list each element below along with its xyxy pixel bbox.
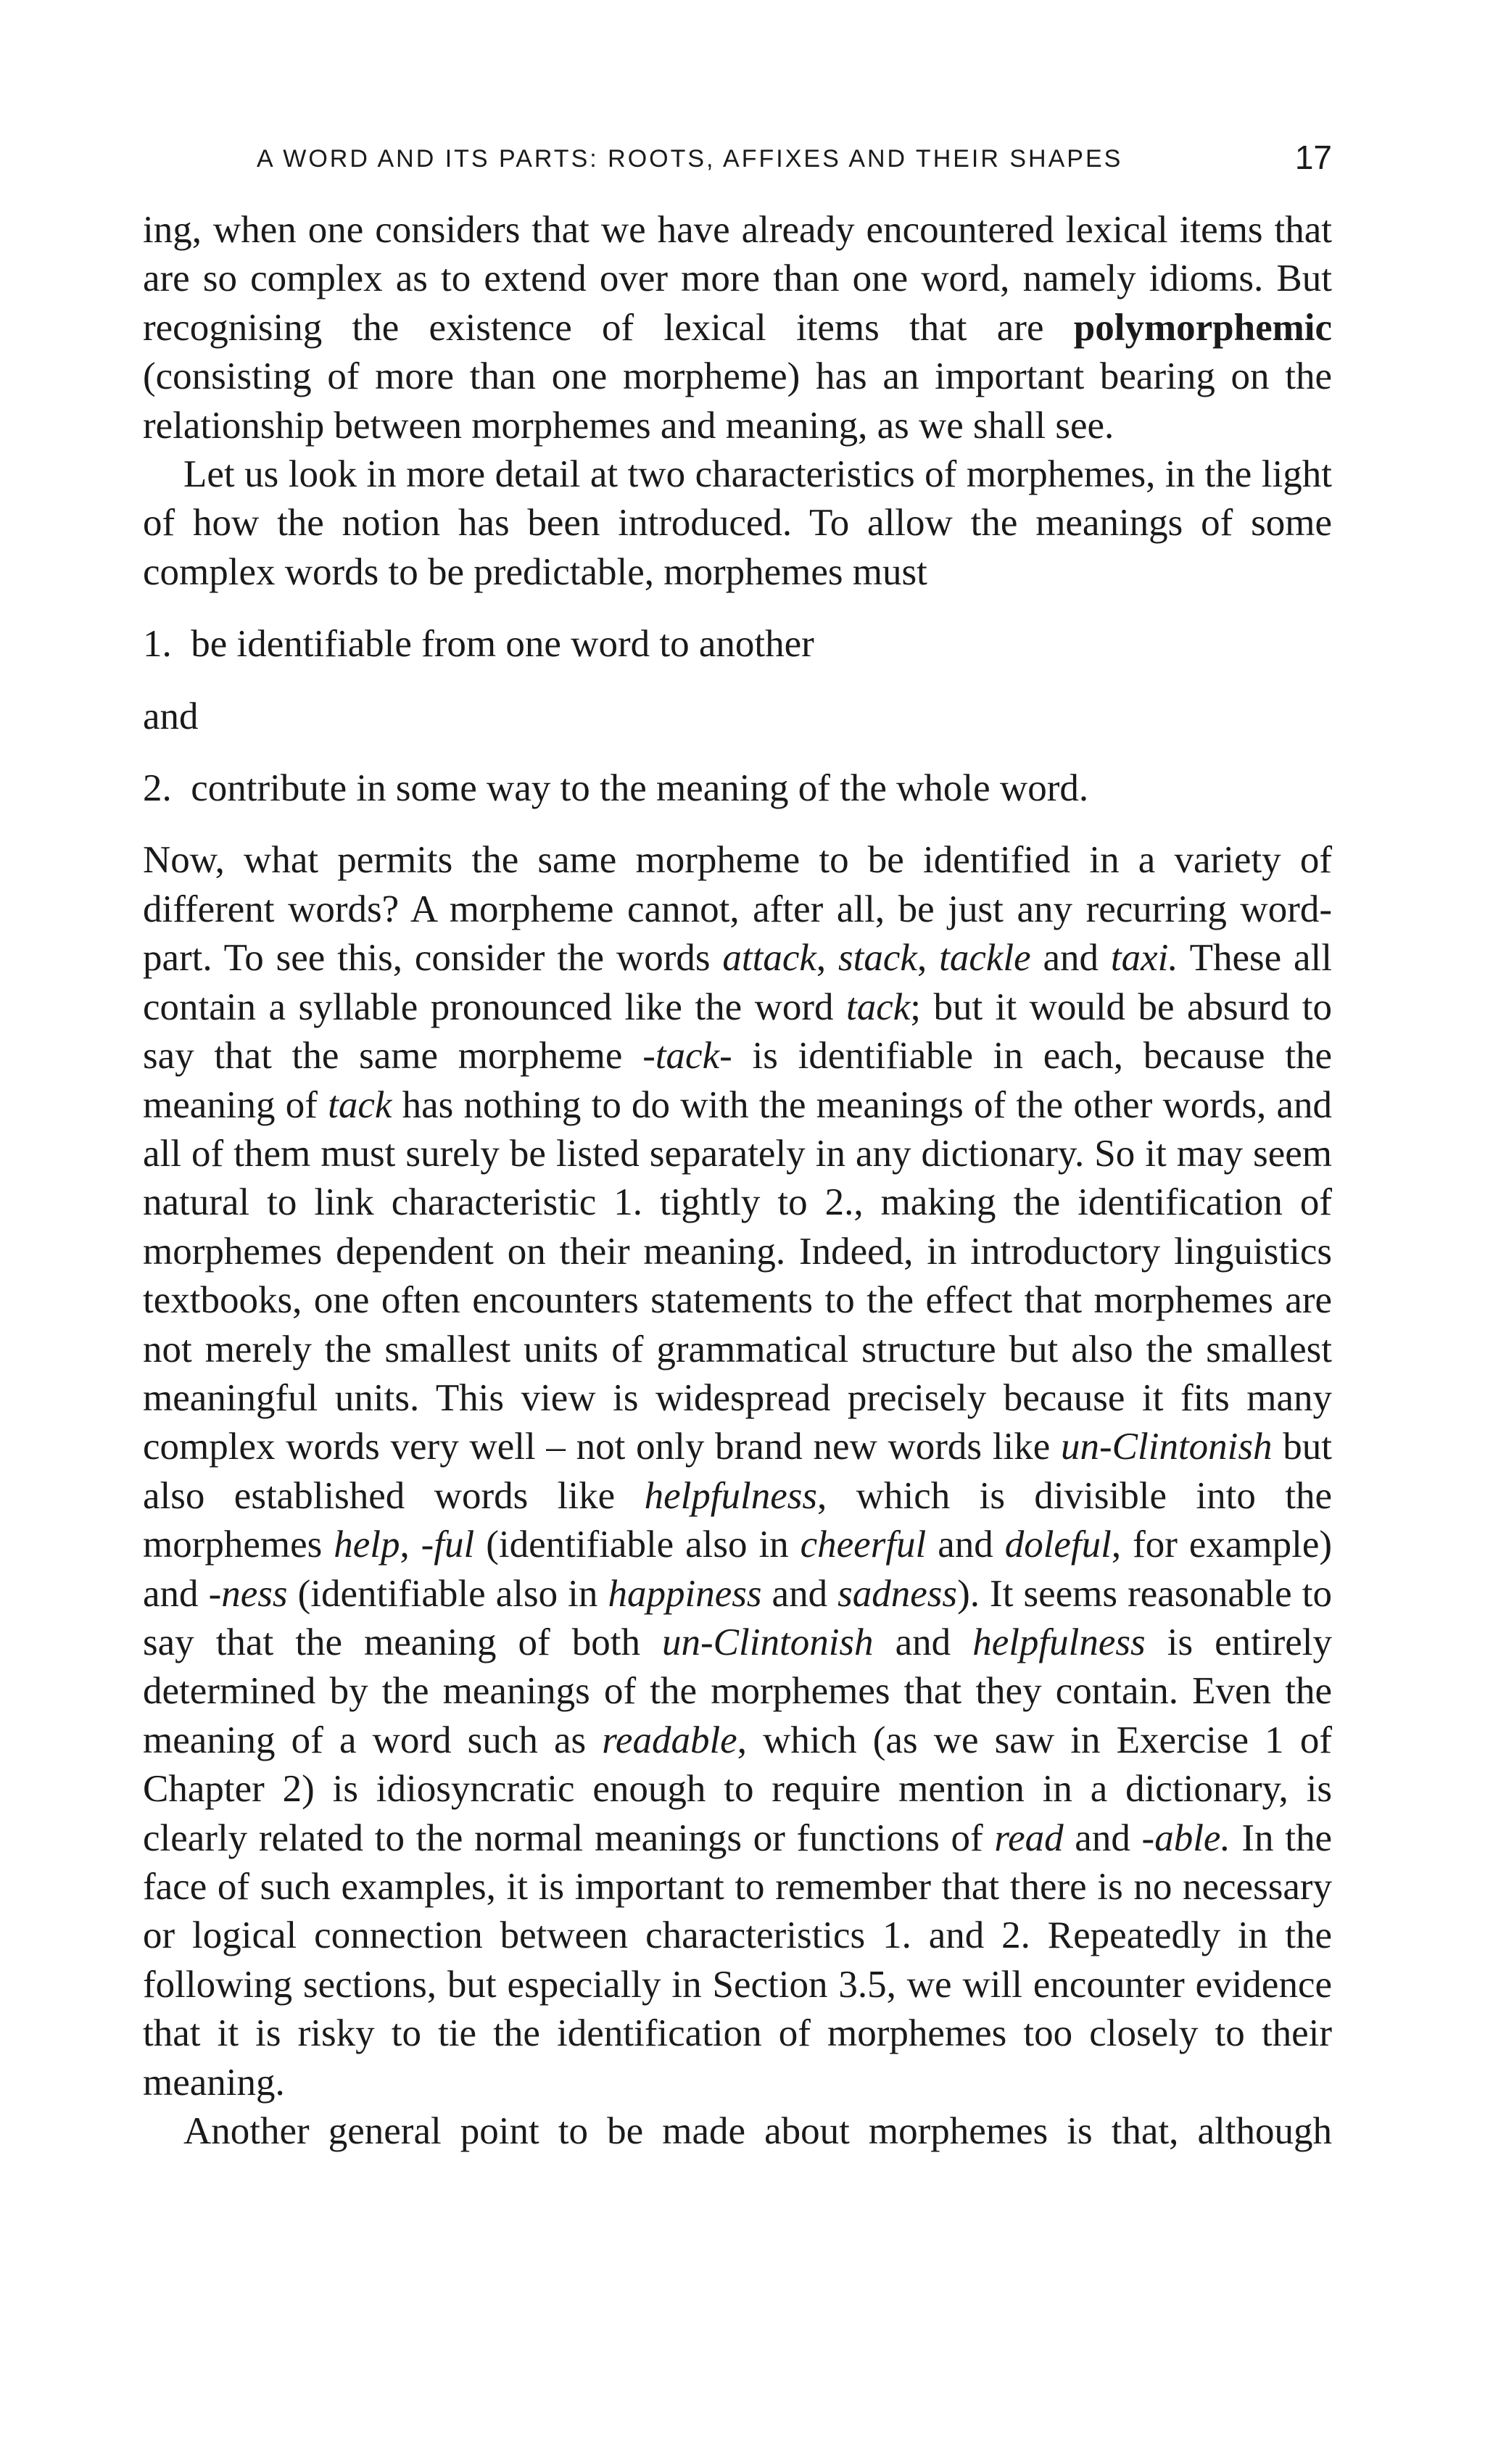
example-word: help [334,1524,400,1566]
example-word: taxi. [1110,937,1178,980]
paragraph-2: Let us look in more detail at two characteristics of morphemes, in the light of how the notion has been introduced. To allow the meanings of some complex words to be predictable, morphemes must [143,453,1332,593]
example-word: readable [602,1719,737,1761]
running-head-title: A WORD AND ITS PARTS: ROOTS, AFFIXES AND THEIR SHAPES [257,145,1123,173]
paragraph-1: ing, when one considers that we have already encountered lexical items that are so complex as to extend over more than one word, namely idioms. But recognising the existence of lexical items that are polymorphemic (consisting of more than one morpheme) has an important bearing on the relationship between morphemes and meaning, as we shall see. [143,209,1332,447]
example-word: -ful [421,1524,475,1566]
list-connector: and [143,695,199,737]
example-word: cheerful [800,1524,927,1566]
example-word: read [994,1816,1064,1859]
paragraph-3: Now, what permits the same morpheme to be identified in a variety of different words? A morpheme cannot, after all, be just any recurring word-part. To see this, consider the words attack, stack, tackle and taxi. These all contain a syllable pronounced like the word tack; but it would be absurd to say that the same morpheme -tack- is identifiable in each, because the meaning of tack has nothing to do with the meanings of the other words, and all of them must surely be listed separately in any dictionary. So it may seem natural to link characteristic 1. tightly to 2., making the identification of morphemes dependent on their meaning. Indeed, in introductory linguistics textbooks, one often encounters statements to the effect that morphemes are not merely the smallest units of grammatical structure but also the smallest meaningful units. This view is widespread precisely because it fits many complex words very well – not only brand new words like un-Clintonish but also established words like helpfulness, which is divisible into the morphemes help, -ful (identifiable also in cheerful and doleful, for example) and -ness (identifiable also in happiness and sadness). It seems reasonable to say that the meaning of both un-Clintonish and helpfulness is entirely determined by the meanings of the morphemes that they contain. Even the meaning of a word such as readable, which (as we saw in Exercise 1 of Chapter 2) is idiosyncratic enough to require mention in a dictionary, is clearly related to the normal meanings or functions of read and -able. In the face of such examples, it is important to remember that there is no necessary or logical connection between characteristics 1. and 2. Repeatedly in the following sections, but especially in Section 3.5, we will encounter evidence that it is risky to tie the identification of morphemes too closely to their meaning. [143,839,1333,2104]
example-word: stack [838,937,917,980]
example-word: tack [328,1083,392,1126]
example-word: happiness [608,1572,762,1615]
example-word: tackle [939,937,1031,980]
list-item-2: 2. contribute in some way to the meaning of the whole word. [143,767,1089,810]
example-word: -able. [1141,1816,1230,1859]
page-number: 17 [1294,139,1332,176]
paragraph-4: Another general point to be made about morphemes is that, although [183,2110,1332,2153]
example-word: attack [722,937,816,980]
example-word: -ness [208,1572,288,1615]
example-word: helpfulness [972,1621,1146,1663]
example-word: un-Clintonish [662,1621,874,1663]
example-word: un-Clintonish [1061,1426,1273,1468]
running-head [143,138,1332,181]
example-word: sadness [837,1572,958,1615]
list-item-1: 1. be identifiable from one word to another [143,623,814,666]
example-word: doleful [1004,1524,1112,1566]
term-polymorphemic: polymorphemic [1073,306,1332,349]
example-word: helpfulness [644,1474,818,1517]
example-word: tack [845,985,911,1028]
body-text [143,206,1332,2156]
example-word: -tack- [642,1035,732,1078]
